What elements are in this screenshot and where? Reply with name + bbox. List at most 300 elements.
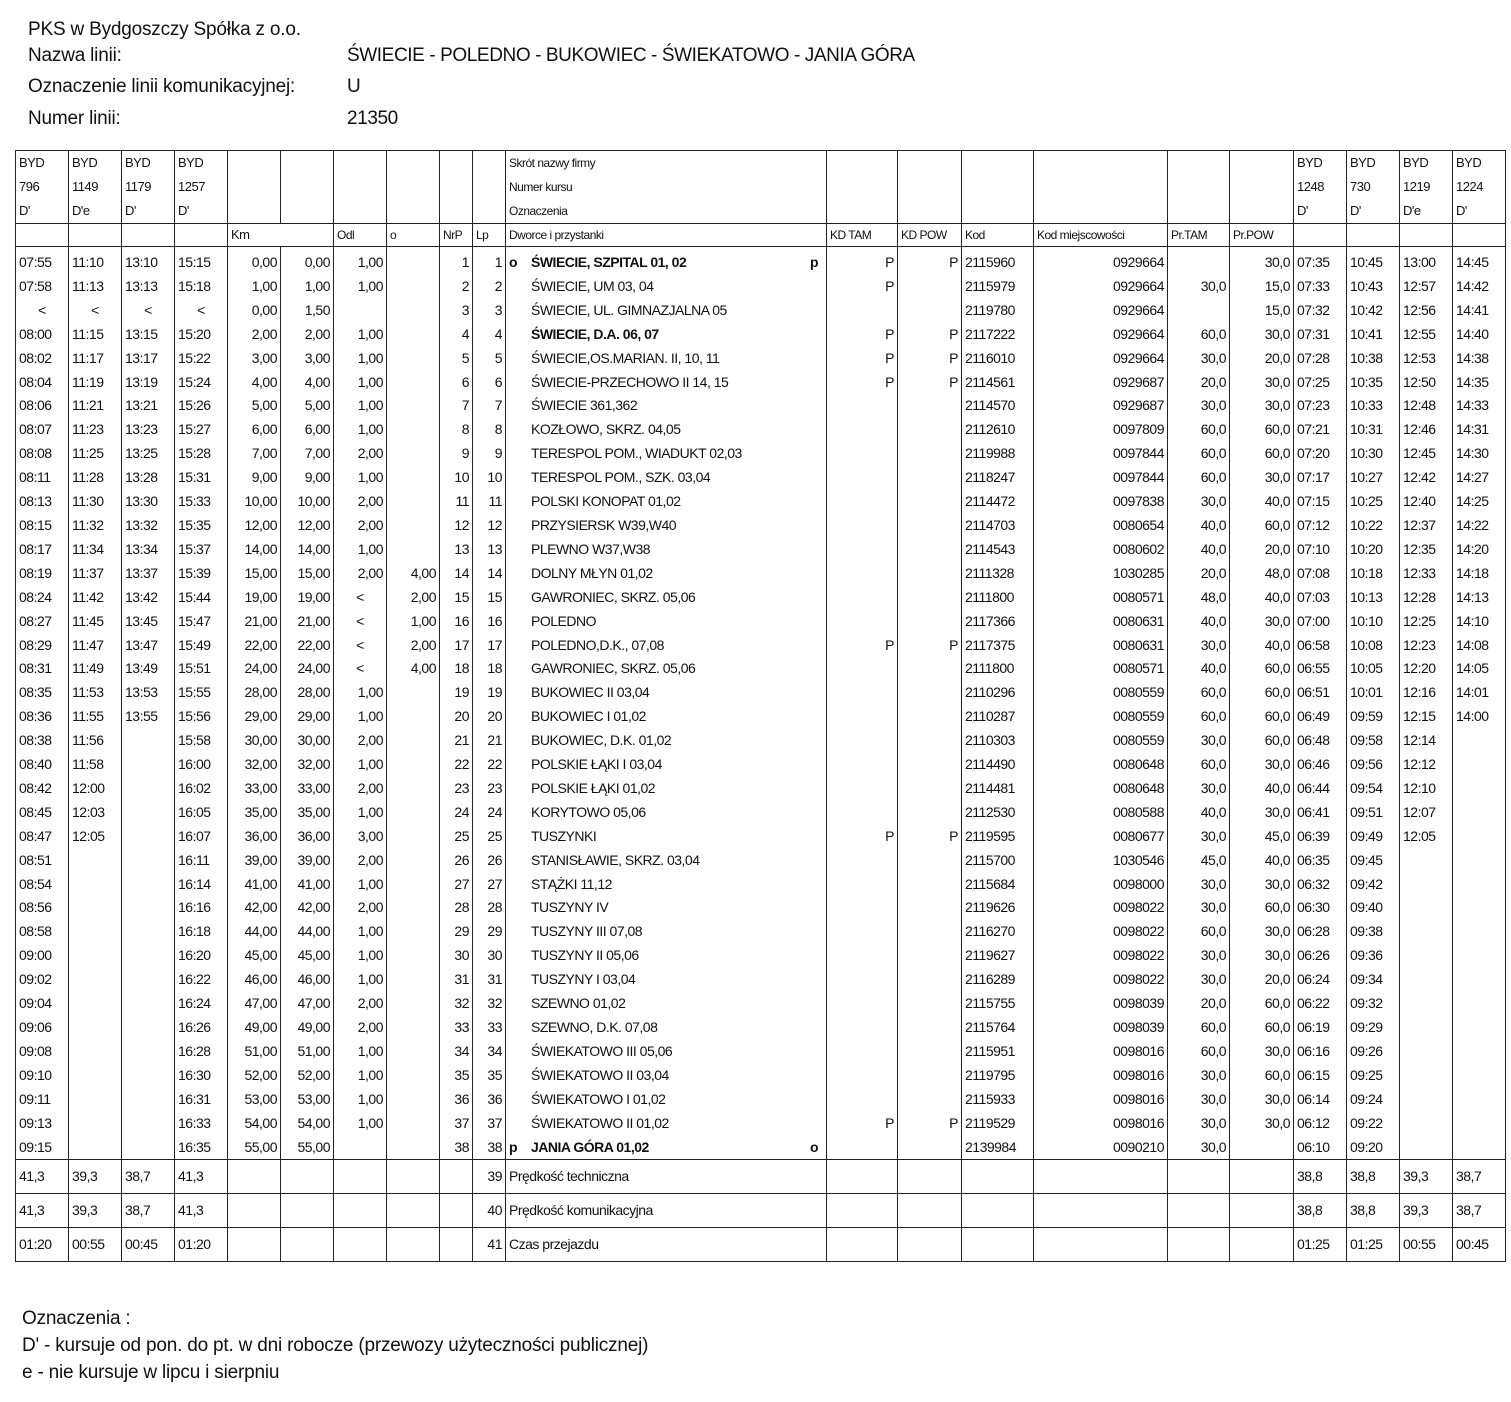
km-value: 33,00 (281, 777, 334, 801)
stop-name-cell (506, 777, 827, 801)
lp-number: 31 (473, 968, 506, 992)
meta-label: Oznaczenia (506, 199, 827, 224)
kd-pow: P (898, 825, 962, 849)
pr-pow: 60,0 (1230, 418, 1294, 442)
stop-code: 2119529 (962, 1112, 1034, 1136)
empty-cell (473, 199, 506, 224)
return-time: 06:41 (1294, 801, 1347, 825)
km-value: 51,00 (281, 1040, 334, 1064)
km-value: 42,00 (228, 896, 281, 920)
stop-code: 2119626 (962, 896, 1034, 920)
nrp-number: 21 (440, 729, 473, 753)
pr-pow: 30,0 (1230, 323, 1294, 347)
departure-time: 08:56 (16, 896, 69, 920)
empty-cell (334, 175, 387, 199)
departure-time: 12:05 (69, 825, 122, 849)
kd-tam: P (827, 825, 898, 849)
stop-code: 2114543 (962, 538, 1034, 562)
departure-time (122, 1016, 175, 1040)
locality-code: 0080631 (1034, 634, 1168, 658)
return-time: 12:20 (1400, 657, 1453, 681)
departure-time: 13:10 (122, 247, 175, 275)
summary-value: 38,8 (1294, 1160, 1347, 1194)
course-marks: D' (122, 199, 175, 224)
km-value: 55,00 (281, 1136, 334, 1160)
departure-time: < (175, 299, 228, 323)
stop-row (16, 801, 1506, 825)
return-time: 09:36 (1347, 944, 1400, 968)
locality-code: 0098016 (1034, 1112, 1168, 1136)
departure-time (69, 1016, 122, 1040)
stop-code: 2119595 (962, 825, 1034, 849)
empty-cell (898, 1194, 962, 1228)
nrp-number: 35 (440, 1064, 473, 1088)
stop-name-cell (506, 323, 827, 347)
return-time: 06:22 (1294, 992, 1347, 1016)
departure-time: 16:20 (175, 944, 228, 968)
return-time: 14:25 (1453, 490, 1506, 514)
km-value: 0,00 (228, 299, 281, 323)
pr-tam: 20,0 (1168, 992, 1230, 1016)
kd-pow (898, 849, 962, 873)
o-value (387, 944, 440, 968)
o-value (387, 1064, 440, 1088)
departure-time: 16:28 (175, 1040, 228, 1064)
departure-time (69, 1088, 122, 1112)
legend-item: e - nie kursuje w lipcu i sierpniu (22, 1362, 280, 1383)
stop-row (16, 1112, 1506, 1136)
return-time: 10:13 (1347, 586, 1400, 610)
locality-code: 0098039 (1034, 1016, 1168, 1040)
departure-time: 09:11 (16, 1088, 69, 1112)
kd-pow (898, 1040, 962, 1064)
return-time: 07:20 (1294, 442, 1347, 466)
summary-value: 38,8 (1347, 1160, 1400, 1194)
empty-cell (228, 199, 281, 224)
departure-time: 13:23 (122, 418, 175, 442)
return-time: 06:19 (1294, 1016, 1347, 1040)
return-time: 09:29 (1347, 1016, 1400, 1040)
departure-time: 16:05 (175, 801, 228, 825)
return-time (1453, 1136, 1506, 1160)
return-time: 10:08 (1347, 634, 1400, 658)
departure-time: 08:07 (16, 418, 69, 442)
departure-time (122, 968, 175, 992)
pr-tam: 30,0 (1168, 729, 1230, 753)
nrp-number: 33 (440, 1016, 473, 1040)
return-time: 07:21 (1294, 418, 1347, 442)
empty-cell (962, 199, 1034, 224)
nrp-number: 31 (440, 968, 473, 992)
km-value: 2,00 (228, 323, 281, 347)
return-time (1453, 825, 1506, 849)
departure-time: 13:42 (122, 586, 175, 610)
stop-name: TUSZYNY I 03,04 (531, 971, 636, 988)
stop-code: 2116010 (962, 347, 1034, 371)
return-time: 12:45 (1400, 442, 1453, 466)
pr-pow: 30,0 (1230, 944, 1294, 968)
pr-tam: 40,0 (1168, 801, 1230, 825)
pr-tam: 30,0 (1168, 968, 1230, 992)
return-time (1400, 1064, 1453, 1088)
summary-number: 39 (473, 1160, 506, 1194)
o-value (387, 801, 440, 825)
kd-tam (827, 849, 898, 873)
return-time: 12:46 (1400, 418, 1453, 442)
lp-number: 26 (473, 849, 506, 873)
stop-row (16, 418, 1506, 442)
o-value (387, 323, 440, 347)
locality-code: 0098016 (1034, 1040, 1168, 1064)
locality-code: 0098022 (1034, 920, 1168, 944)
departure-time: 15:33 (175, 490, 228, 514)
return-time: 12:23 (1400, 634, 1453, 658)
column-header-stops: Dworce i przystanki (506, 224, 827, 247)
distance-value: 2,00 (334, 514, 387, 538)
departure-time: 07:55 (16, 247, 69, 275)
stop-name-cell (506, 610, 827, 634)
empty-cell (175, 224, 228, 247)
stop-code: 2117222 (962, 323, 1034, 347)
distance-value: < (334, 657, 387, 681)
km-value: 44,00 (228, 920, 281, 944)
empty-cell (281, 1228, 334, 1262)
pr-pow: 30,0 (1230, 801, 1294, 825)
stop-name-cell (506, 562, 827, 586)
stop-row (16, 323, 1506, 347)
stop-row (16, 896, 1506, 920)
stop-name: SZEWNO 01,02 (531, 995, 626, 1012)
empty-cell (440, 1194, 473, 1228)
stop-name-cell (506, 1112, 827, 1136)
stop-row (16, 490, 1506, 514)
empty-cell (1230, 1160, 1294, 1194)
return-time: 14:41 (1453, 299, 1506, 323)
pr-tam: 45,0 (1168, 849, 1230, 873)
locality-code: 0097838 (1034, 490, 1168, 514)
empty-cell (827, 1228, 898, 1262)
o-value (387, 825, 440, 849)
pr-pow: 30,0 (1230, 610, 1294, 634)
kd-tam (827, 992, 898, 1016)
course-marks: D'e (69, 199, 122, 224)
pr-pow: 30,0 (1230, 1112, 1294, 1136)
km-value: 10,00 (228, 490, 281, 514)
stop-code: 2119627 (962, 944, 1034, 968)
nrp-number: 16 (440, 610, 473, 634)
return-time: 06:46 (1294, 753, 1347, 777)
pr-tam: 30,0 (1168, 394, 1230, 418)
pr-tam: 60,0 (1168, 681, 1230, 705)
km-value: 9,00 (228, 466, 281, 490)
km-value: 54,00 (228, 1112, 281, 1136)
stop-name: POLSKIE ŁĄKI 01,02 (531, 779, 656, 796)
departure-time: 13:28 (122, 466, 175, 490)
distance-value: 1,00 (334, 873, 387, 897)
locality-code: 0080559 (1034, 681, 1168, 705)
locality-code: 0080588 (1034, 801, 1168, 825)
return-time: 12:15 (1400, 705, 1453, 729)
nrp-number: 14 (440, 562, 473, 586)
distance-value: < (334, 634, 387, 658)
course-meta-row (16, 199, 1506, 224)
departure-time: 15:47 (175, 610, 228, 634)
locality-code: 0098000 (1034, 873, 1168, 897)
stop-code: 2114703 (962, 514, 1034, 538)
departure-time: 15:56 (175, 705, 228, 729)
stop-name: JANIA GÓRA 01,02 (531, 1138, 649, 1155)
column-header-pr_pow: Pr.POW (1230, 224, 1294, 247)
return-time: 12:28 (1400, 586, 1453, 610)
o-value (387, 275, 440, 299)
stop-name-cell (506, 944, 827, 968)
empty-cell (1230, 151, 1294, 176)
return-time: 07:12 (1294, 514, 1347, 538)
kd-tam: P (827, 371, 898, 395)
nrp-number: 2 (440, 275, 473, 299)
stop-name: STANISŁAWIE, SKRZ. 03,04 (531, 851, 700, 868)
km-value: 33,00 (228, 777, 281, 801)
km-value: 45,00 (281, 944, 334, 968)
empty-cell (827, 1194, 898, 1228)
km-value: 32,00 (228, 753, 281, 777)
departure-time: 11:55 (69, 705, 122, 729)
departure-time: 11:25 (69, 442, 122, 466)
stop-code: 2115755 (962, 992, 1034, 1016)
course-marks: D'e (1400, 199, 1453, 224)
stop-name-cell (506, 1136, 827, 1160)
stop-name-cell (506, 753, 827, 777)
stop-name: POLEDNO,D.K., 07,08 (531, 636, 664, 653)
return-time: 09:25 (1347, 1064, 1400, 1088)
return-time: 10:01 (1347, 681, 1400, 705)
stop-row (16, 849, 1506, 873)
lp-number: 5 (473, 347, 506, 371)
o-value (387, 371, 440, 395)
stop-code: 2115979 (962, 275, 1034, 299)
o-value: 2,00 (387, 634, 440, 658)
stop-name-cell (506, 801, 827, 825)
course-company: BYD (69, 151, 122, 176)
return-time: 12:07 (1400, 801, 1453, 825)
o-value: 4,00 (387, 562, 440, 586)
distance-value (334, 1136, 387, 1160)
lp-number: 28 (473, 896, 506, 920)
column-header-kd_tam: KD TAM (827, 224, 898, 247)
return-time: 09:26 (1347, 1040, 1400, 1064)
stop-marker: p (809, 254, 818, 270)
km-value: 29,00 (281, 705, 334, 729)
return-time: 07:35 (1294, 247, 1347, 275)
pr-tam: 60,0 (1168, 442, 1230, 466)
return-time: 14:38 (1453, 347, 1506, 371)
departure-time: 08:27 (16, 610, 69, 634)
return-time: 06:39 (1294, 825, 1347, 849)
return-time: 06:49 (1294, 705, 1347, 729)
km-value: 51,00 (228, 1040, 281, 1064)
pr-pow: 60,0 (1230, 681, 1294, 705)
return-time: 07:08 (1294, 562, 1347, 586)
stop-code: 2111800 (962, 586, 1034, 610)
km-value: 53,00 (281, 1088, 334, 1112)
course-company: BYD (1453, 151, 1506, 176)
return-time: 09:58 (1347, 729, 1400, 753)
empty-cell (334, 1228, 387, 1262)
o-value (387, 729, 440, 753)
km-value: 36,00 (281, 825, 334, 849)
pr-tam: 40,0 (1168, 514, 1230, 538)
pr-pow: 30,0 (1230, 873, 1294, 897)
stop-name: PRZYSIERSK W39,W40 (531, 516, 677, 533)
departure-time: 12:00 (69, 777, 122, 801)
empty-cell (962, 175, 1034, 199)
return-time: 14:33 (1453, 394, 1506, 418)
course-company: BYD (1400, 151, 1453, 176)
locality-code: 0098022 (1034, 944, 1168, 968)
departure-time: 13:30 (122, 490, 175, 514)
km-value: 19,00 (228, 586, 281, 610)
pr-pow: 40,0 (1230, 586, 1294, 610)
kd-pow (898, 992, 962, 1016)
departure-time: 15:35 (175, 514, 228, 538)
return-time (1453, 1088, 1506, 1112)
empty-cell (387, 175, 440, 199)
departure-time (122, 1136, 175, 1160)
stop-name: GAWRONIEC, SKRZ. 05,06 (531, 660, 696, 677)
kd-tam (827, 538, 898, 562)
empty-cell (334, 199, 387, 224)
departure-time: 11:23 (69, 418, 122, 442)
lp-number: 12 (473, 514, 506, 538)
stop-code: 2114490 (962, 753, 1034, 777)
stop-row (16, 1064, 1506, 1088)
km-value: 41,00 (228, 873, 281, 897)
departure-time: 16:35 (175, 1136, 228, 1160)
empty-cell (281, 1160, 334, 1194)
empty-cell (440, 151, 473, 176)
empty-cell (962, 1160, 1034, 1194)
return-time: 14:00 (1453, 705, 1506, 729)
departure-time: 08:35 (16, 681, 69, 705)
nrp-number: 15 (440, 586, 473, 610)
return-time: 12:56 (1400, 299, 1453, 323)
empty-cell (334, 1160, 387, 1194)
stop-name: SZEWNO, D.K. 07,08 (531, 1019, 658, 1035)
return-time: 14:18 (1453, 562, 1506, 586)
departure-time (122, 873, 175, 897)
pr-tam: 30,0 (1168, 896, 1230, 920)
timetable (15, 150, 1506, 1262)
distance-value: 2,00 (334, 1016, 387, 1040)
return-time: 12:35 (1400, 538, 1453, 562)
return-time: 07:00 (1294, 610, 1347, 634)
km-value: 39,00 (281, 849, 334, 873)
kd-tam (827, 873, 898, 897)
distance-value: 2,00 (334, 992, 387, 1016)
return-time (1453, 1064, 1506, 1088)
departure-time: 15:15 (175, 247, 228, 275)
return-time: 12:05 (1400, 825, 1453, 849)
course-meta-row (16, 175, 1506, 199)
return-time: 12:55 (1400, 323, 1453, 347)
stop-row (16, 1088, 1506, 1112)
locality-code: 0929664 (1034, 323, 1168, 347)
course-marks: D' (1294, 199, 1347, 224)
return-time: 09:54 (1347, 777, 1400, 801)
kd-pow (898, 944, 962, 968)
return-time: 12:14 (1400, 729, 1453, 753)
nrp-number: 5 (440, 347, 473, 371)
summary-value: 39,3 (69, 1160, 122, 1194)
pr-tam: 60,0 (1168, 753, 1230, 777)
stop-name: DOLNY MŁYN 01,02 (531, 564, 653, 581)
summary-value: 38,7 (1453, 1194, 1506, 1228)
stop-name: BUKOWIEC I 01,02 (531, 708, 646, 725)
locality-code: 0929664 (1034, 275, 1168, 299)
pr-tam: 48,0 (1168, 586, 1230, 610)
departure-time: 08:51 (16, 849, 69, 873)
empty-cell (1230, 1194, 1294, 1228)
departure-time: 11:37 (69, 562, 122, 586)
locality-code: 0097844 (1034, 442, 1168, 466)
stop-name-cell (506, 1088, 827, 1112)
departure-time (122, 992, 175, 1016)
locality-code: 0098016 (1034, 1088, 1168, 1112)
departure-time: 08:36 (16, 705, 69, 729)
kd-tam: P (827, 1112, 898, 1136)
stop-code: 2114561 (962, 371, 1034, 395)
o-value (387, 442, 440, 466)
return-time: 14:08 (1453, 634, 1506, 658)
stop-code: 2114472 (962, 490, 1034, 514)
nrp-number: 34 (440, 1040, 473, 1064)
km-value: 55,00 (228, 1136, 281, 1160)
stop-row (16, 538, 1506, 562)
empty-cell (387, 1160, 440, 1194)
km-value: 21,00 (228, 610, 281, 634)
km-value: 54,00 (281, 1112, 334, 1136)
stop-code: 2117375 (962, 634, 1034, 658)
kd-tam (827, 896, 898, 920)
stop-name-cell (506, 896, 827, 920)
departure-time: < (122, 299, 175, 323)
pr-pow: 30,0 (1230, 1088, 1294, 1112)
o-value (387, 247, 440, 275)
lp-number: 38 (473, 1136, 506, 1160)
lp-number: 17 (473, 634, 506, 658)
departure-time: 11:19 (69, 371, 122, 395)
lp-number: 30 (473, 944, 506, 968)
return-time: 12:48 (1400, 394, 1453, 418)
empty-cell (1034, 1194, 1168, 1228)
kd-tam (827, 610, 898, 634)
summary-value: 01:20 (175, 1228, 228, 1262)
lp-number: 9 (473, 442, 506, 466)
km-value: 45,00 (228, 944, 281, 968)
return-time: 06:55 (1294, 657, 1347, 681)
stop-row (16, 394, 1506, 418)
o-value (387, 920, 440, 944)
stop-name: KORYTOWO 05,06 (531, 803, 646, 820)
empty-cell (898, 151, 962, 176)
stop-name-cell (506, 514, 827, 538)
km-value: 46,00 (281, 968, 334, 992)
departure-time: 13:49 (122, 657, 175, 681)
return-time: 06:26 (1294, 944, 1347, 968)
stop-name-cell (506, 466, 827, 490)
empty-cell (1034, 1228, 1168, 1262)
distance-value: < (334, 586, 387, 610)
